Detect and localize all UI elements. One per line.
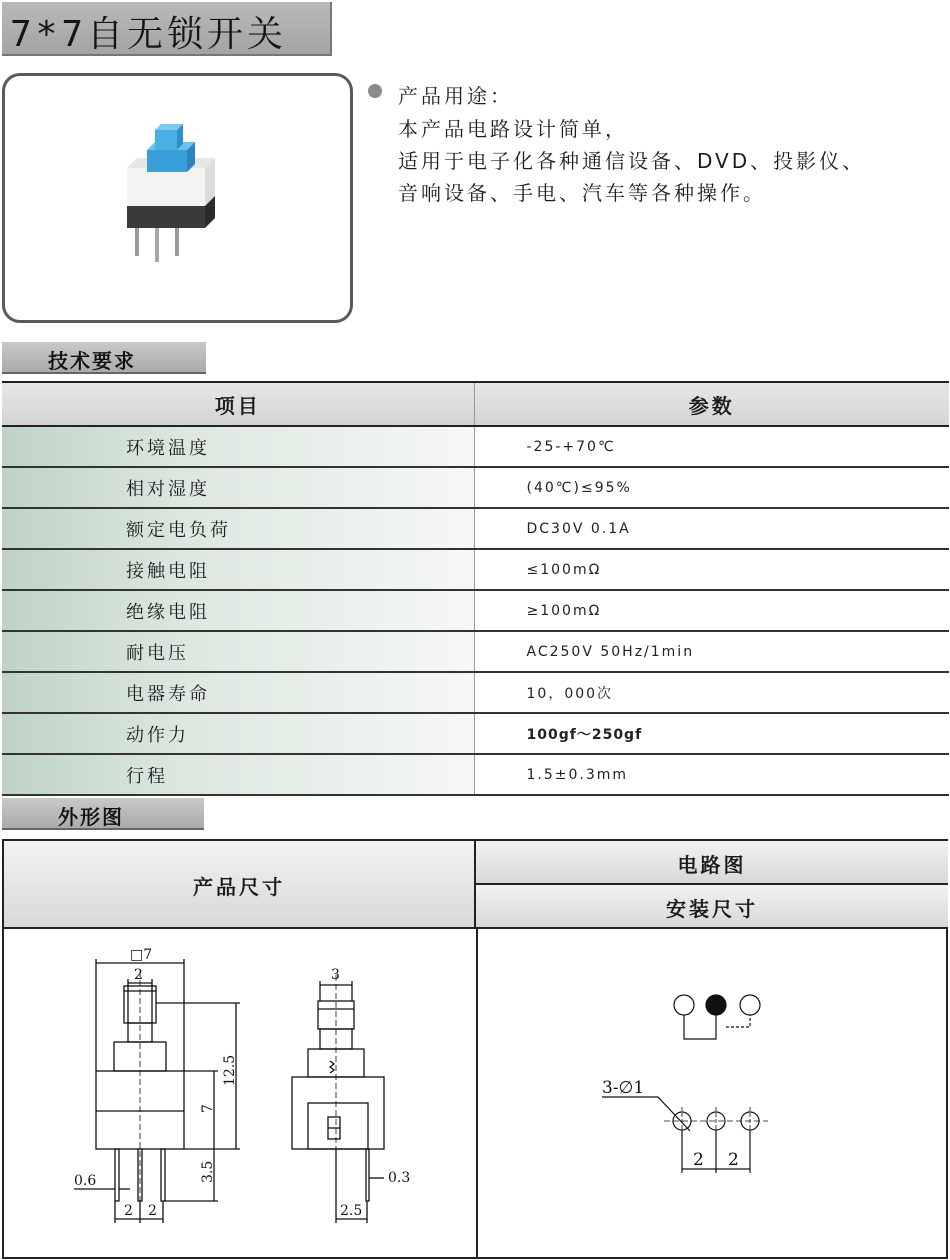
table-row <box>2 713 949 754</box>
outline-section-header <box>2 798 204 830</box>
dim-2-right: 2 <box>148 1203 157 1219</box>
dim-2-top: 2 <box>134 967 143 983</box>
usage-line-3: 音响设备、手电、汽车等各种操作。 <box>398 181 766 205</box>
row-item: 绝缘电阻 <box>2 590 474 631</box>
hole-spacing-1: 2 <box>693 1150 704 1170</box>
row-value: 1.5±0.3mm <box>474 754 949 795</box>
dim-square7: □7 <box>130 947 153 963</box>
dim-3: 3 <box>331 967 340 983</box>
install-size-cell <box>476 885 948 929</box>
table-row <box>2 590 949 631</box>
row-value: AC250V 50Hz/1min <box>474 631 949 672</box>
dim-2-left: 2 <box>124 1203 133 1219</box>
usage-line-1: 本产品电路设计简单， <box>398 117 628 141</box>
row-value: -25-+70℃ <box>474 426 949 467</box>
page-title: 7*7自无锁开关 <box>10 14 288 55</box>
outline-table <box>2 839 948 1259</box>
holes-label: 3-∅1 <box>602 1078 645 1098</box>
spec-table <box>2 381 949 796</box>
usage-line-2: 适用于电子化各种通信设备、DVD、投影仪、 <box>398 149 866 173</box>
table-row <box>2 631 949 672</box>
product-size-cell <box>4 841 476 929</box>
outline-heading: 外形图 <box>58 805 124 829</box>
row-item: 行程 <box>2 754 474 795</box>
row-value: (40℃)≤95% <box>474 467 949 508</box>
table-row <box>2 508 949 549</box>
row-value: 10，000次 <box>474 672 949 713</box>
tech-section-header <box>2 342 206 374</box>
row-item: 动作力 <box>2 713 474 754</box>
table-row <box>2 754 949 795</box>
product-photo-frame <box>2 73 353 323</box>
circuit-label: 电路图 <box>677 853 747 877</box>
row-value: ≤100mΩ <box>474 549 949 590</box>
tech-heading: 技术要求 <box>48 349 136 373</box>
circuit-cell <box>476 841 948 885</box>
usage-heading: 产品用途： <box>398 84 513 108</box>
row-item: 电器寿命 <box>2 672 474 713</box>
row-item: 接触电阻 <box>2 549 474 590</box>
row-item: 耐电压 <box>2 631 474 672</box>
dim-12-5: 12.5 <box>222 1054 238 1086</box>
circuit-install-drawing <box>478 931 948 1259</box>
col-item: 项目 <box>2 382 474 426</box>
install-size-label: 安装尺寸 <box>666 897 758 921</box>
dim-7: 7 <box>200 1104 216 1113</box>
row-item: 环境温度 <box>2 426 474 467</box>
row-value: DC30V 0.1A <box>474 508 949 549</box>
product-size-label: 产品尺寸 <box>193 875 285 899</box>
dim-2-5: 2.5 <box>340 1203 363 1219</box>
product-dimension-drawing <box>4 931 474 1259</box>
col-param: 参数 <box>474 382 949 426</box>
spec-header-row <box>2 382 949 426</box>
table-row <box>2 672 949 713</box>
row-item: 相对湿度 <box>2 467 474 508</box>
row-value: 100gf～250gf <box>474 713 949 754</box>
row-value: ≥100mΩ <box>474 590 949 631</box>
product-photo <box>5 76 350 320</box>
dim-0-3: 0.3 <box>388 1170 411 1186</box>
table-row <box>2 467 949 508</box>
row-item: 额定电负荷 <box>2 508 474 549</box>
table-row <box>2 549 949 590</box>
dim-0-6: 0.6 <box>74 1173 97 1189</box>
dim-3-5: 3.5 <box>200 1160 216 1183</box>
bullet-icon <box>368 84 382 98</box>
table-row <box>2 426 949 467</box>
hole-spacing-2: 2 <box>728 1150 739 1170</box>
